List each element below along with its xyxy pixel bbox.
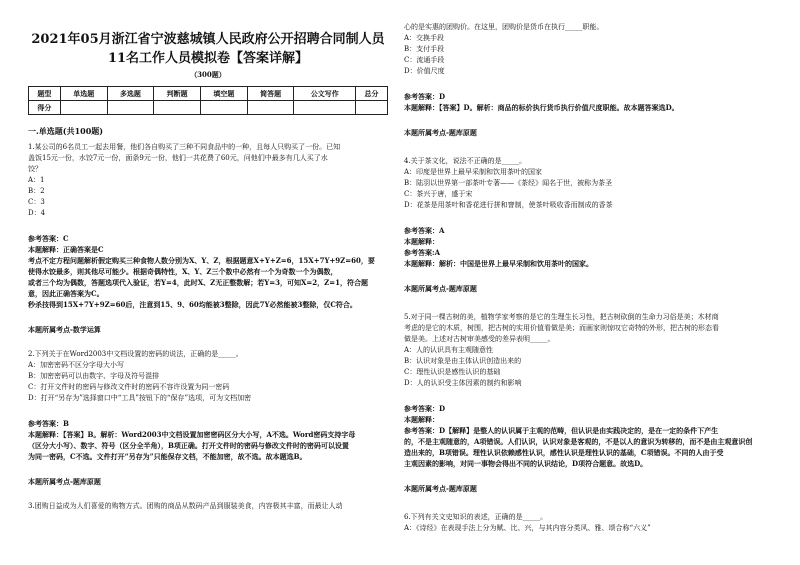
subtitle: （300题） — [190, 70, 226, 79]
question-3-option: D：价值尺度 — [404, 67, 445, 75]
question-1-stem-line: 盖饭15元一份，水饺7元一份，面条9元一份，他们一共花费了60元，问他们中最多有几人买了水 — [28, 154, 328, 162]
question-5-option: C：理性认识是感性认识的基础 — [404, 368, 501, 376]
score-header-cell: 多选题 — [107, 87, 154, 101]
question-4 — [404, 156, 778, 294]
question-5-analysis-line: 的，不是主观随意的，A项错误。人们认识，认识对象是客观的，不是以人的意识为转移的，而不是由主观意识创 — [404, 437, 753, 446]
score-row-label: 得分 — [29, 101, 61, 115]
score-cell — [201, 101, 248, 115]
question-3-module: 本题所属考点-题库原题 — [404, 128, 477, 137]
question-4-option: C：茶兴于唐，盛于宋 — [404, 190, 473, 198]
question-5-stem-line: 考虑的是它的木质，树围，把古树的实用价值看做是美；而画家则惊叹它奇特的外形，把古树的形态看 — [404, 324, 719, 332]
question-1-analysis-line: 意，因此正确答案为C。 — [28, 289, 104, 298]
question-2-analysis-line: 为同一密码，C不选。文件打开“另存为”只能保存文档，不能加密，故不选。故本题选B。 — [28, 452, 307, 461]
question-1-stem-line: 1.某公司的6名员工一起去用餐，他们各自购买了三种不同食品中的一种，且每人只购买了一份。已知 — [28, 143, 341, 151]
question-4-option: B：陆羽以世界第一部茶叶专著——《茶经》闻名于世，被称为茶圣 — [404, 179, 613, 187]
score-header-cell: 判断题 — [154, 87, 201, 101]
question-2-analysis-line: 本题解释：【答案】B。解析：Word2003中文档设置加密密码区分大小写，A不选。Word密码支持字母 — [28, 430, 356, 439]
question-3-stem-cont: 心的是实惠的团购价。在这里，团购价是货币在执行_____职能。 — [404, 23, 604, 31]
question-2-stem: 2.下列关于在Word2003中文档设置的密码的说法，正确的是_____。 — [28, 350, 243, 358]
question-1-option: A：1 — [28, 176, 45, 184]
question-4-module: 本题所属考点-题库原题 — [404, 284, 477, 293]
question-2-analysis-line: （区分大小写）、数字、符号（区分全半角），B项正确。打开文件时的密码与修改文件时的密码可以设置 — [28, 441, 349, 450]
question-2-option: D：打开“另存为”选择窗口中“工具”按钮下的“保存”选项，可为文档加密 — [28, 394, 252, 402]
question-1 — [28, 142, 388, 335]
question-4-answer-2: 参考答案:A — [404, 248, 441, 257]
question-1-option: B：2 — [28, 187, 45, 195]
question-1-analysis-line: 或者三个均为偶数，答题选项代入验证，若Y=4，此时X、Z无正整数解；若Y=3，可知X=2，Z=1，符合题 — [28, 278, 369, 287]
question-1-analysis-label: 本题解释：正确答案是C — [28, 245, 104, 254]
question-2-module: 本题所属考点-题库原题 — [28, 477, 101, 486]
question-2 — [28, 349, 388, 487]
left-column — [28, 0, 388, 512]
question-6-stem: 6.下列有关文史知识的表述，正确的是_____。 — [404, 513, 548, 521]
question-3-continued — [404, 22, 778, 138]
question-5 — [404, 312, 778, 494]
score-header-cell: 题型 — [29, 87, 61, 101]
question-1-answer: 参考答案：C — [28, 234, 69, 243]
question-1-analysis-line: 考点不定方程问题解析假定购买三种食物人数分别为X、Y、Z，根据题意X+Y+Z=6，15X+7Y+9Z=60，要 — [28, 256, 375, 265]
question-5-option: A：人的认识具有主观随意性 — [404, 346, 494, 354]
question-2-option: C：打开文件时的密码与修改文件时的密码不容许设置为同一密码 — [28, 383, 230, 391]
question-4-answer: 参考答案：A — [404, 226, 445, 235]
score-header-cell: 简答题 — [247, 87, 294, 101]
question-5-stem-line: 做是美。上述对古树审美感受的差异表明_____。 — [404, 335, 555, 343]
question-1-analysis-line: 秒杀技得到15X+7Y+9Z=60后，注意到15、9、60均能被3整除，因此7Y必然能被3整除，仅C符合。 — [28, 300, 357, 309]
question-5-option: B：认识对象是由主体认识创造出来的 — [404, 357, 522, 365]
score-cell — [247, 101, 294, 115]
question-3-analysis: 本题解释：【答案】D。解析：商品的标价执行货币执行价值尺度职能。故本题答案选D。 — [404, 103, 679, 112]
question-5-explain-label: 本题解释： — [404, 415, 439, 424]
score-cell — [60, 101, 107, 115]
question-5-option: D：人的认识受主体因素的制约和影响 — [404, 379, 522, 387]
score-header-cell: 公文写作 — [294, 87, 356, 101]
score-header-cell: 单选题 — [60, 87, 107, 101]
score-cell — [294, 101, 356, 115]
question-3-option: A：交换手段 — [404, 34, 445, 42]
question-5-stem-line: 5.对于同一棵古树的美，植物学家考察的是它的生理生长习性，把古树砍倒的生命力习俗是美；木材商 — [404, 313, 719, 321]
score-table-header-row — [29, 87, 388, 101]
title-line-2: 11名工作人员模拟卷【答案详解】 — [107, 51, 309, 66]
question-1-option: C：3 — [28, 198, 45, 206]
score-cell — [154, 101, 201, 115]
question-4-explain-label: 本题解释： — [404, 237, 439, 246]
question-2-option: A：加密密码不区分字母大小写 — [28, 361, 125, 369]
question-1-module: 本题所属考点-数学运算 — [28, 325, 101, 334]
question-5-analysis-line: 主观因素的影响，对同一事物会得出不同的认识结论，D项符合题意。故选D。 — [404, 459, 648, 468]
score-cell — [107, 101, 154, 115]
question-4-option: A：印度是世界上最早采制和饮用茶叶的国家 — [404, 168, 543, 176]
question-5-analysis-line: 造出来的，B项错误。理性认识依赖感性认识，感性认识是理性认识的基础，C项错误。不同的人由于受 — [404, 448, 724, 457]
score-cell — [356, 101, 388, 115]
question-3-stem: 3.团购日益成为人们喜爱的购物方式。团购的商品从数码产品到服装美食，内容极其丰富，而最让人动 — [28, 502, 343, 510]
question-2-answer: 参考答案：B — [28, 419, 69, 428]
score-table — [28, 86, 388, 115]
section-title: 一.单选题(共100题) — [28, 126, 104, 136]
question-3 — [28, 501, 388, 512]
question-1-stem-line: 饺？ — [28, 165, 42, 173]
right-column — [404, 22, 778, 534]
question-1-analysis-line: 使得水饺最多，则其他尽可能少。根据奇偶特性，X、Y、Z三个数中必然有一个为奇数一个为偶数， — [28, 267, 338, 276]
page-title — [28, 30, 388, 68]
title-line-1: 2021年05月浙江省宁波慈城镇人民政府公开招聘合同制人员 — [31, 32, 385, 47]
score-header-cell: 填空题 — [201, 87, 248, 101]
question-2-option: B：加密密码可以由数字、字母及符号混排 — [28, 372, 160, 380]
question-5-module: 本题所属考点-题库原题 — [404, 484, 477, 493]
score-table-row — [29, 101, 388, 115]
question-6-option: A：《诗经》在表现手法上分为赋、比、兴，与其内容分类风、雅、颂合称“六义” — [404, 524, 651, 532]
question-5-answer: 参考答案：D — [404, 404, 446, 413]
question-4-stem: 4.关于茶文化，说法不正确的是_____。 — [404, 157, 527, 165]
question-3-answer: 参考答案：D — [404, 92, 446, 101]
score-header-cell: 总分 — [356, 87, 388, 101]
question-5-analysis-line: 参考答案：D【解释】是整人的认识属于主观的范畴，但认识是由实践决定的，是在一定的条件下产生 — [404, 426, 719, 435]
question-4-analysis: 本题解释：解析：中国是世界上最早采制和饮用茶叶的国家。 — [404, 259, 593, 268]
question-3-option: B：支付手段 — [404, 45, 445, 53]
question-3-option: C：流通手段 — [404, 56, 445, 64]
question-1-option: D：4 — [28, 209, 46, 217]
question-4-option: D：花茶是用茶叶和香花进行拼和窨制，使茶叶吸收香而制成的香茶 — [404, 201, 613, 209]
question-6 — [404, 512, 778, 534]
